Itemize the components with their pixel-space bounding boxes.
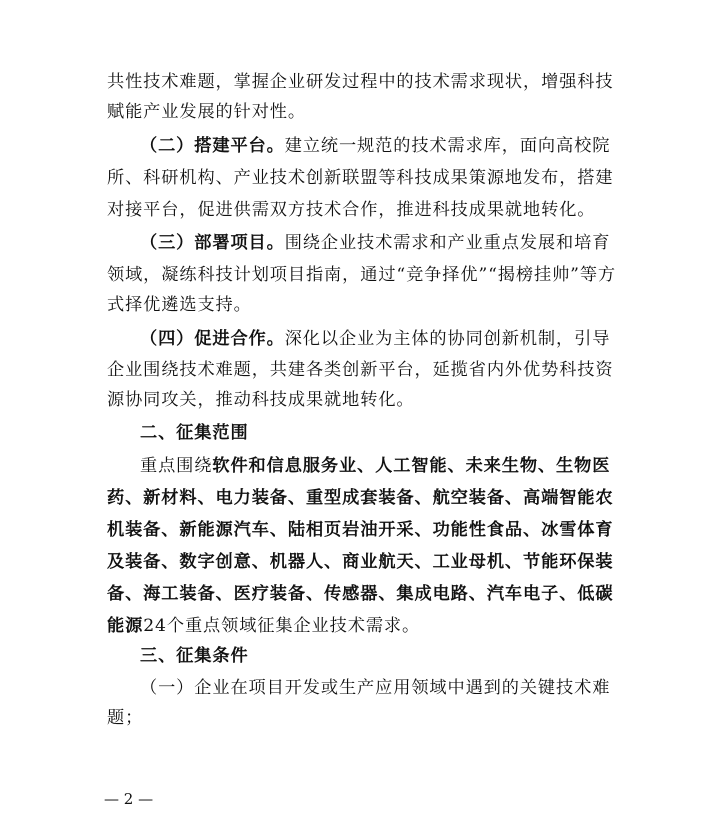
paragraph-line: 赋能产业发展的针对性。: [107, 102, 306, 122]
item-text: 围绕企业技术需求和产业重点发展和培育: [284, 233, 611, 253]
paragraph-line: [140, 324, 610, 354]
paragraph-line: 所、科研机构、产业技术创新联盟等科技成果策源地发布，搭建: [107, 168, 614, 188]
paragraph-line: 及装备、数字创意、机器人、商业航天、工业母机、节能环保装: [107, 552, 614, 572]
paragraph-line: （一）企业在项目开发或生产应用领域中遇到的关键技术难: [140, 678, 611, 698]
paragraph-line: 对接平台，促进供需双方技术合作，推进科技成果就地转化。: [107, 200, 596, 220]
item-text: 建立统一规范的技术需求库，面向高校院: [284, 136, 611, 156]
paragraph-line: [140, 131, 610, 161]
paragraph-line: 药、新材料、电力装备、重型成套装备、航空装备、高端智能农: [107, 488, 614, 508]
paragraph-line: 源协同攻关，推动科技成果就地转化。: [107, 390, 415, 410]
item-heading: （二）搭建平台。: [140, 136, 285, 156]
section-heading: 三、征集条件: [140, 646, 249, 666]
paragraph-line: 机装备、新能源汽车、陆相页岩油开采、功能性食品、冰雪体育: [107, 520, 614, 540]
item-text: 深化以企业为主体的协同创新机制，引导: [284, 329, 611, 349]
item-text: 24个重点领域征集企业技术需求。: [143, 616, 421, 636]
paragraph-line: 领域，凝练科技计划项目指南，通过“竞争择优”“揭榜挂帅”等方: [107, 265, 617, 285]
paragraph-line: [140, 228, 610, 258]
paragraph-line: 共性技术难题，掌握企业研发过程中的技术需求现状，增强科技: [107, 72, 614, 92]
section-heading: 二、征集范围: [140, 423, 249, 443]
paragraph-line: 备、海工装备、医疗装备、传感器、集成电路、汽车电子、低碳: [107, 584, 614, 604]
item-heading: （三）部署项目。: [140, 233, 285, 253]
item-heading: （四）促进合作。: [140, 329, 285, 349]
paragraph-line: 题；: [107, 708, 144, 728]
paragraph-line: 式择优遴选支持。: [107, 295, 252, 315]
page-number: — 2 —: [104, 790, 154, 808]
item-text: 重点围绕: [140, 456, 213, 476]
paragraph-line: 企业围绕技术难题，共建各类创新平台，延揽省内外优势科技资: [107, 360, 614, 380]
emphasized-text: 软件和信息服务业、人工智能、未来生物、生物医: [212, 456, 611, 476]
paragraph-line: [140, 451, 610, 481]
paragraph-line: [107, 611, 577, 641]
emphasized-text: 能源: [107, 616, 144, 636]
